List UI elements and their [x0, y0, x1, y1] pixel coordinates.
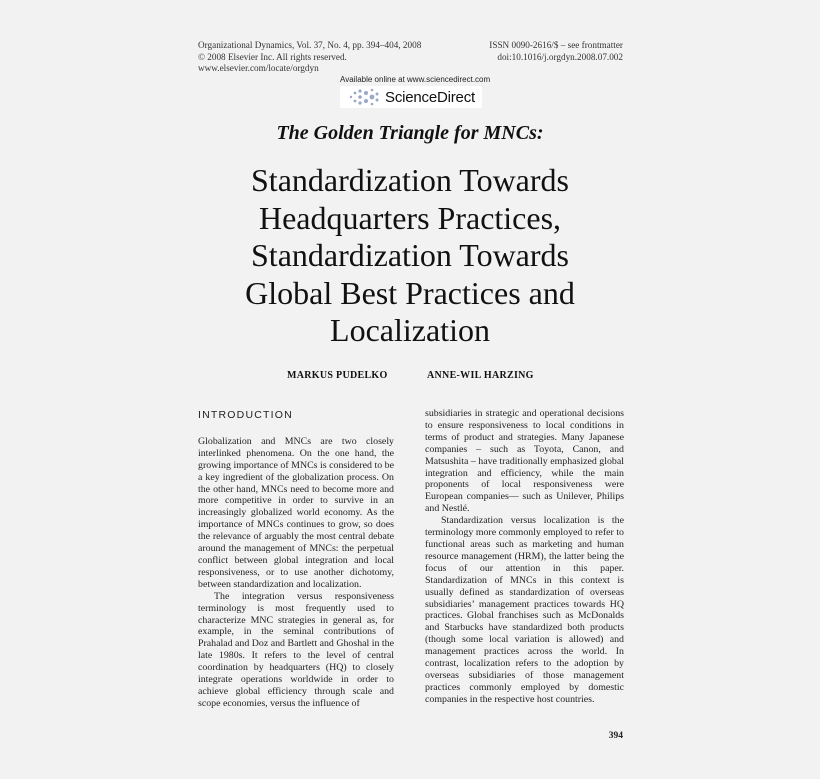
doi-label: doi: — [497, 51, 512, 62]
body-column-right — [425, 408, 624, 706]
journal-citation-header — [198, 40, 421, 75]
issn-line: ISSN 0090-2616/$ – see frontmatter — [489, 40, 623, 50]
copyright-line: © 2008 Elsevier Inc. All rights reserved. — [198, 51, 347, 62]
title-line: Localization — [330, 312, 490, 348]
title-line: Standardization Towards — [251, 162, 569, 198]
article-subtitle: The Golden Triangle for MNCs: — [276, 122, 544, 144]
sciencedirect-logo-text: ScienceDirect — [385, 88, 475, 106]
sciencedirect-block — [340, 75, 491, 108]
doi-value: 10.1016/j.orgdyn.2008.07.002 — [511, 51, 623, 62]
page-number: 394 — [608, 731, 623, 741]
author-name: ANNE-WIL HARZING — [427, 370, 534, 381]
body-column-left — [198, 408, 394, 710]
sciencedirect-logo — [340, 86, 482, 108]
title-line: Standardization Towards — [251, 237, 569, 273]
journal-url-line: www.elsevier.com/locate/orgdyn — [198, 63, 319, 73]
body-paragraph: The integration versus responsiveness terminology is most frequently used to characterize MNC strategies in general as, for example, in the seminal contributions of Prahalad and Doz and Bartlett and Ghoshal in the late 1980s. It refers to the level of central coordination by headquarters (HQ) to closely integrate operations worldwide in order to achieve global efficiency through scale and scope economies, versus the influence of — [198, 590, 394, 709]
available-online-text: Available online at www.sciencedirect.com — [340, 75, 491, 84]
author-name: MARKUS PUDELKO — [287, 370, 388, 381]
citation-line: Organizational Dynamics, Vol. 37, No. 4, pp. 394–404, 2008 — [198, 40, 422, 50]
title-line: Global Best Practices and — [245, 274, 575, 311]
body-paragraph: Standardization versus localization is the terminology more commonly employed to refer to functional areas such as marketing and human resource management (HRM), the latter being the focus of our attention in this paper. Standardization of MNCs in this context is usually defined as standardization of overseas subsidiaries’ management practices towards HQ practices. Global franchises such as McDonalds and Starbucks have standardized both products (though some local variation is allowed) and management practices across the world. In contrast, localization refers to the adoption by overseas subsidiaries of those management practices commonly employed by domestic companies in the respective host countries. — [425, 515, 624, 705]
body-paragraph: Globalization and MNCs are two closely interlinked phenomena. On the one hand, the growing importance of MNCs is considered to be a key ingredient of the globalization process. On the other hand, MNCs need to become more and more competitive in order to survive in an increasingly globalized world economy. As the importance of MNCs continues to grow, so does the relevance of arguably the most central debate around the management of MNCs: the perpetual conflict between global integration and local responsiveness, or to use another dichotomy, between standardization and localization. — [198, 435, 394, 590]
body-paragraph: subsidiaries in strategic and operational decisions to ensure responsiveness to local conditions in terms of product and strategies. Many Japanese companies – such as Toyota, Canon, and Matsushita – have traditionally emphasized global integration and efficiency, while the main proponents of local responsiveness were European companies— such as Unilever, Philips and Nestlé. — [425, 408, 624, 515]
issn-doi-header — [489, 40, 623, 63]
title-line: Headquarters Practices, — [258, 199, 562, 236]
article-title — [185, 162, 635, 350]
sciencedirect-logo-icon — [347, 87, 381, 107]
section-heading: INTRODUCTION — [198, 409, 293, 421]
doi-line — [489, 52, 623, 64]
